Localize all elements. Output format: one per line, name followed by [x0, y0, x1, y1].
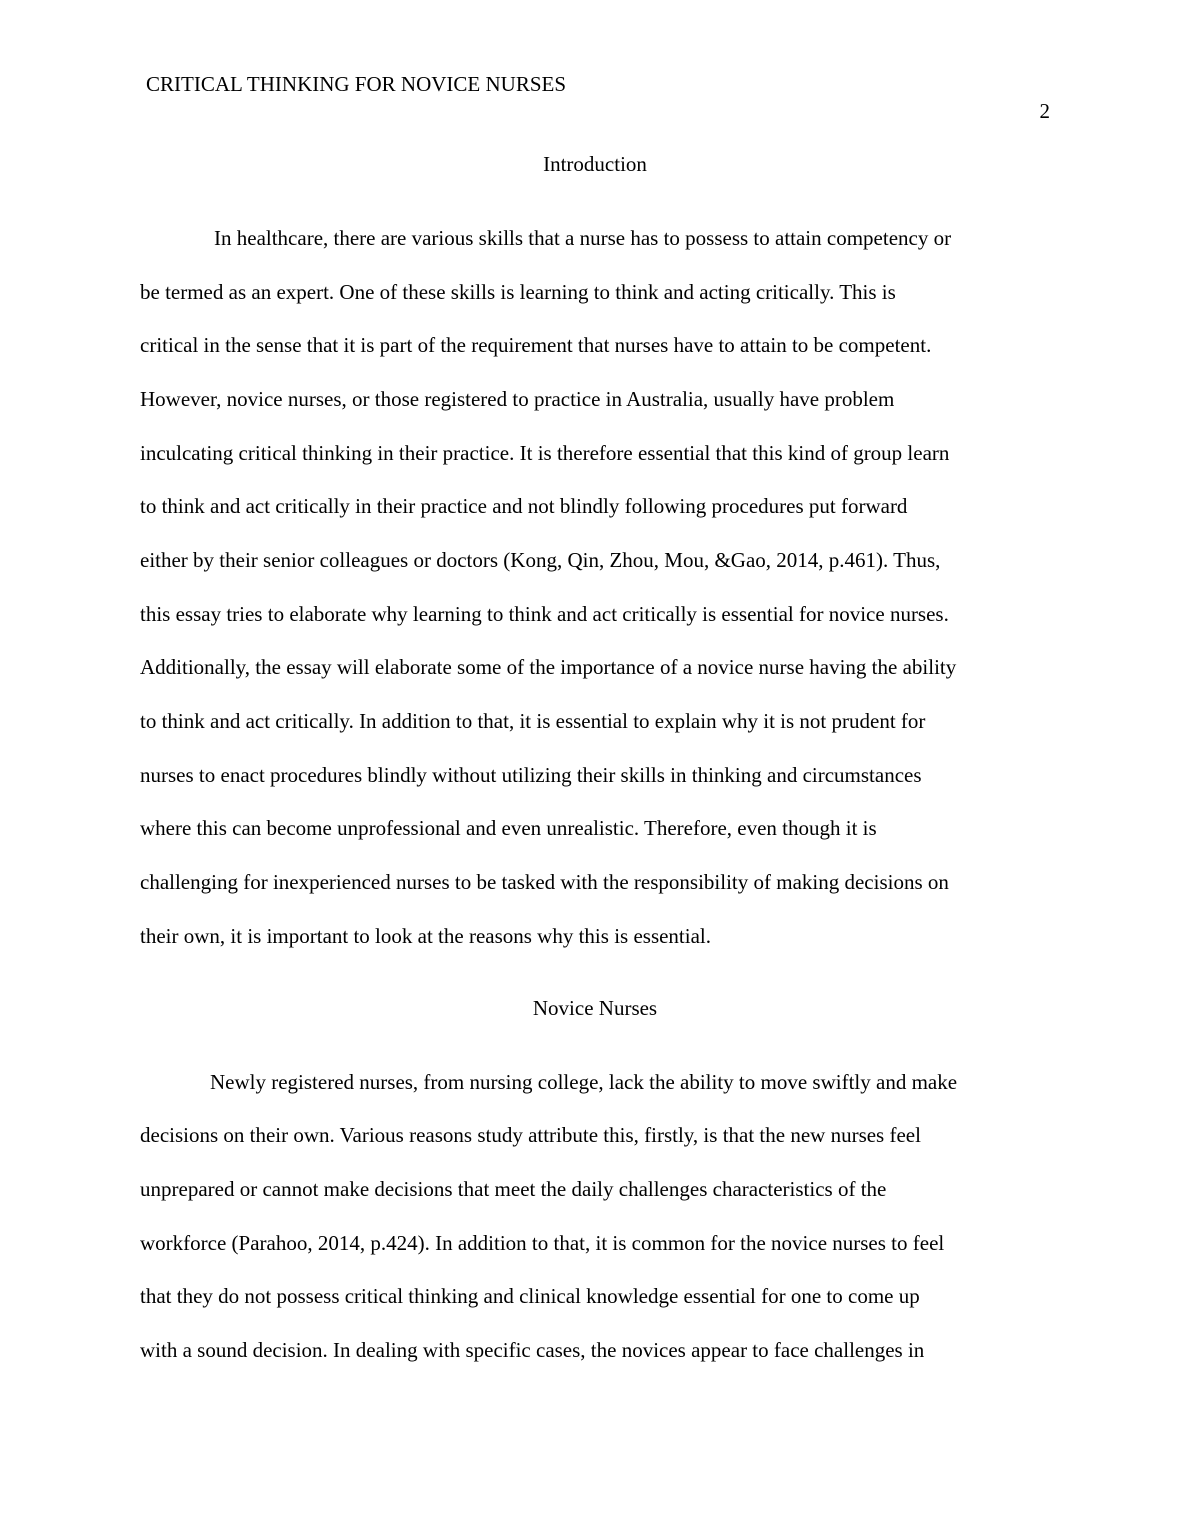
paragraph-line: where this can become unprofessional and even unrealistic. Therefore, even though it is: [140, 816, 877, 840]
paragraph-line: In healthcare, there are various skills that a nurse has to possess to attain competency or: [214, 226, 952, 250]
paragraph-line: either by their senior colleagues or doctors (Kong, Qin, Zhou, Mou, &Gao, 2014, p.461). Thus,: [140, 548, 941, 572]
paragraph-line: their own, it is important to look at the reasons why this is essential.: [140, 924, 712, 948]
paragraph-line: that they do not possess critical thinking and clinical knowledge essential for one to come up: [140, 1284, 920, 1308]
paragraph-line: Newly registered nurses, from nursing college, lack the ability to move swiftly and make: [210, 1070, 958, 1094]
paragraph-line: Additionally, the essay will elaborate some of the importance of a novice nurse having the ability: [140, 655, 957, 679]
paragraph-line: with a sound decision. In dealing with specific cases, the novices appear to face challenges in: [140, 1338, 925, 1362]
paragraph-line: unprepared or cannot make decisions that meet the daily challenges characteristics of the: [140, 1177, 887, 1201]
paragraph-line: be termed as an expert. One of these skills is learning to think and acting critically. This is: [140, 280, 896, 304]
heading-introduction: Introduction: [543, 152, 647, 176]
paragraph-line: to think and act critically. In addition to that, it is essential to explain why it is not prudent for: [140, 709, 926, 733]
paragraph-line: decisions on their own. Various reasons study attribute this, firstly, is that the new nurses feel: [140, 1123, 921, 1147]
paragraph-line: However, novice nurses, or those registered to practice in Australia, usually have problem: [140, 387, 895, 411]
paragraph-line: this essay tries to elaborate why learning to think and act critically is essential for novice nurses.: [140, 602, 949, 626]
paragraph-line: workforce (Parahoo, 2014, p.424). In addition to that, it is common for the novice nurses to feel: [140, 1231, 945, 1255]
paragraph-line: critical in the sense that it is part of the requirement that nurses have to attain to be competent.: [140, 333, 932, 357]
paragraph-line: nurses to enact procedures blindly without utilizing their skills in thinking and circumstances: [140, 763, 922, 787]
paragraph-line: inculcating critical thinking in their practice. It is therefore essential that this kind of group learn: [140, 441, 950, 465]
running-head: CRITICAL THINKING FOR NOVICE NURSES: [146, 72, 567, 96]
paragraph-line: to think and act critically in their practice and not blindly following procedures put forward: [140, 494, 908, 518]
heading-novice-nurses: Novice Nurses: [532, 996, 658, 1020]
paragraph-line: challenging for inexperienced nurses to be tasked with the responsibility of making decisions on: [140, 870, 949, 894]
page-number: 2: [1039, 99, 1050, 123]
